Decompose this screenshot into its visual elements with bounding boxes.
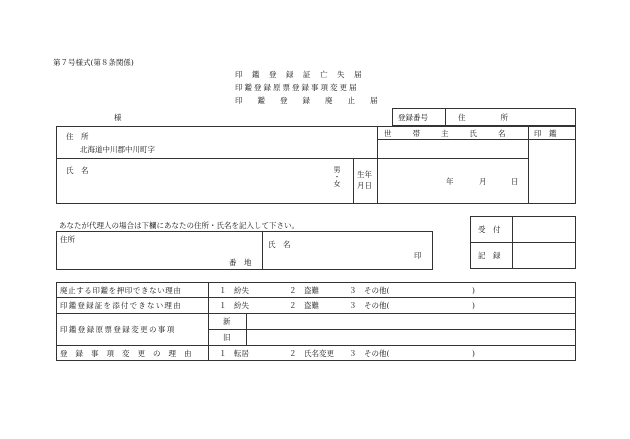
form-number: 第７号様式(第８条関係) <box>53 58 134 67</box>
row2-paren-close: ) <box>472 301 475 310</box>
proxy-lot-label: 番 地 <box>229 258 252 267</box>
row4-option-move[interactable]: １ 転居 <box>219 349 249 358</box>
address-label: 住 所 <box>66 132 89 141</box>
addressee-suffix: 様 <box>114 113 122 122</box>
row4-label: 登録事項変更の理由 <box>60 349 200 358</box>
row1-option-lost[interactable]: １ 紛失 <box>219 286 249 295</box>
address-header: 住 所 <box>458 113 509 122</box>
day-label: 日 <box>511 177 519 186</box>
registration-number-label: 登録番号 <box>398 113 428 122</box>
birth-label-1: 生年 <box>357 170 372 179</box>
year-label: 年 <box>446 177 454 186</box>
title-lost-certificate: 印 鑑 登 録 証 亡 失 届 <box>235 70 363 79</box>
month-label: 月 <box>479 177 487 186</box>
row1-option-stolen[interactable]: ２ 盗難 <box>289 286 319 295</box>
row2-label: 印鑑登録証を添付できない理由 <box>60 301 182 310</box>
row4-option-other[interactable]: ３ その他( <box>349 349 390 358</box>
received-label: 受 付 <box>478 225 501 234</box>
row4-paren-close: ) <box>472 349 475 358</box>
title-abolish-notice: 印 鑑 登 録 廃 止 届 <box>235 96 378 105</box>
row4-option-name-change[interactable]: ２ 氏名変更 <box>289 349 334 358</box>
row2-option-lost[interactable]: １ 紛失 <box>219 301 249 310</box>
row1-paren-close: ) <box>472 286 475 295</box>
row2-option-stolen[interactable]: ２ 盗難 <box>289 301 319 310</box>
new-label: 新 <box>223 317 231 326</box>
birth-label-2: 月日 <box>357 181 372 190</box>
row3-label: 印鑑登録原票登録変更の事項 <box>60 325 176 334</box>
name-label: 氏 名 <box>66 166 89 175</box>
proxy-address-label: 住所 <box>60 235 75 244</box>
household-head-label: 世 帯 主 氏 名 <box>384 129 508 138</box>
proxy-seal-mark: 印 <box>414 251 422 260</box>
title-change-notice: 印鑑登録原票登録事項変更届 <box>235 83 359 92</box>
address-value[interactable]: 北海道中川郡中川町字 <box>80 145 155 154</box>
proxy-name-label: 氏 名 <box>268 240 291 249</box>
row2-option-other[interactable]: ３ その他( <box>349 301 390 310</box>
proxy-note: あなたが代理人の場合は下欄にあなたの住所・氏名を記入して下さい。 <box>59 221 299 230</box>
gender-label: 男・女 <box>333 166 341 187</box>
row1-option-other[interactable]: ３ その他( <box>349 286 390 295</box>
seal-label: 印 鑑 <box>534 129 557 138</box>
old-label: 旧 <box>223 333 231 342</box>
row1-label: 廃止する印鑑を押印できない理由 <box>60 286 182 295</box>
recorded-label: 記 録 <box>478 251 501 260</box>
